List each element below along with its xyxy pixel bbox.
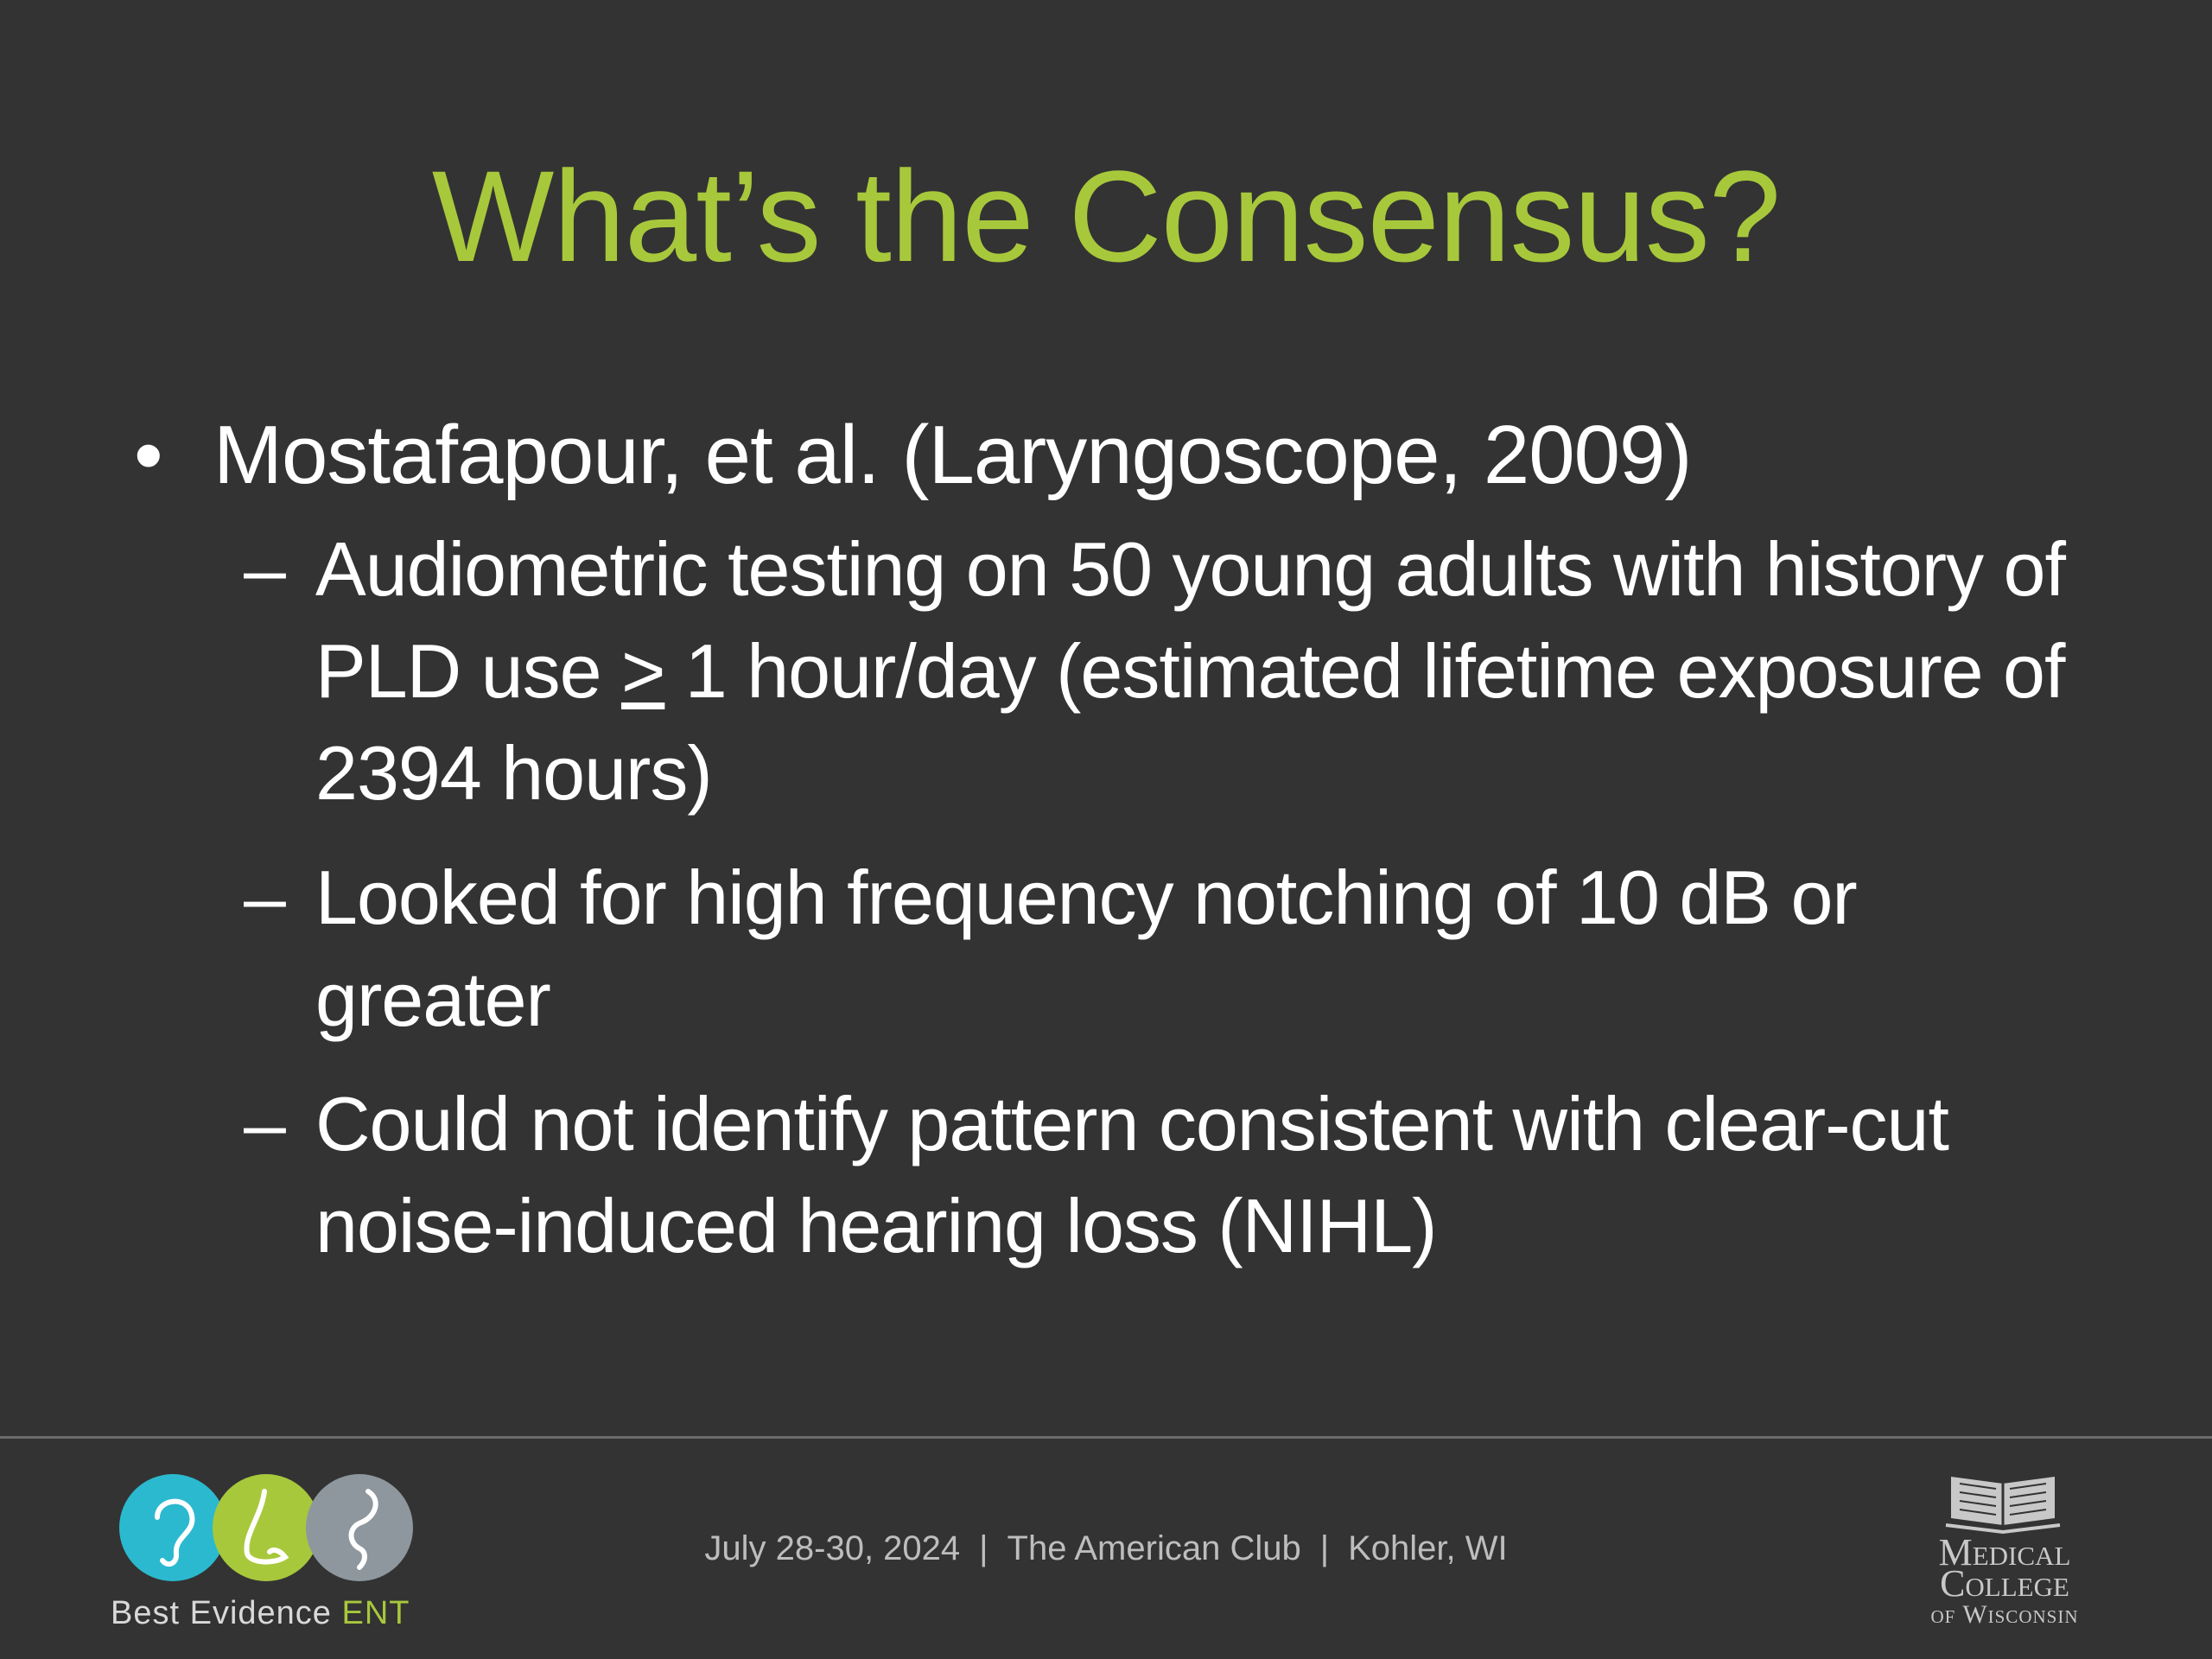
sub-item-text: Looked for high frequency notching of 10 dB or greater bbox=[315, 855, 1857, 1042]
sub-item-marker: – bbox=[244, 855, 285, 940]
event-date: July 28-30, 2024 bbox=[704, 1529, 961, 1567]
medical-college-of-wisconsin-logo bbox=[1892, 1465, 2117, 1637]
slide-content bbox=[134, 404, 2104, 1300]
event-info bbox=[0, 1529, 2212, 1573]
institution-line2: College bbox=[1940, 1562, 2069, 1605]
institution-line1: Medical bbox=[1938, 1531, 2071, 1573]
event-venue: The American Club bbox=[1007, 1529, 1301, 1567]
event-location: Kohler, WI bbox=[1348, 1529, 1508, 1567]
event-separator: | bbox=[979, 1529, 988, 1567]
bullet-item bbox=[134, 404, 2104, 506]
sub-item bbox=[244, 1073, 2104, 1277]
slide-title: What’s the Consensus? bbox=[431, 143, 1781, 289]
sub-item-marker: – bbox=[244, 526, 285, 612]
sub-item bbox=[244, 847, 2104, 1051]
logo-text-accent: ENT bbox=[341, 1595, 410, 1631]
sub-item bbox=[244, 518, 2104, 824]
bullet-marker: • bbox=[134, 409, 162, 501]
open-book-icon bbox=[1942, 1465, 2063, 1534]
footer-divider bbox=[0, 1436, 2212, 1439]
sub-item-marker: – bbox=[244, 1081, 285, 1166]
sub-item-text: Could not identify pattern consistent with clear-cut noise-induced hearing loss (NIHL) bbox=[315, 1081, 1948, 1268]
greater-equal-symbol: > bbox=[620, 628, 665, 714]
bullet-text: Mostafapour, et al. (Laryngoscope, 2009) bbox=[213, 409, 1692, 501]
institution-line3: of Wisconsin bbox=[1930, 1600, 2079, 1629]
institution-name bbox=[1892, 1531, 2117, 1630]
event-separator: | bbox=[1319, 1529, 1330, 1567]
logo-text bbox=[111, 1595, 410, 1632]
logo-text-main: Best Evidence bbox=[111, 1595, 342, 1631]
sub-list bbox=[134, 518, 2104, 1277]
sub-item-text-before: Audiometric testing on 50 young adults with history of PLD use bbox=[315, 526, 2065, 714]
sub-item-text-after: 1 hour/day (estimated lifetime exposure of 2394 hours) bbox=[315, 628, 2065, 816]
